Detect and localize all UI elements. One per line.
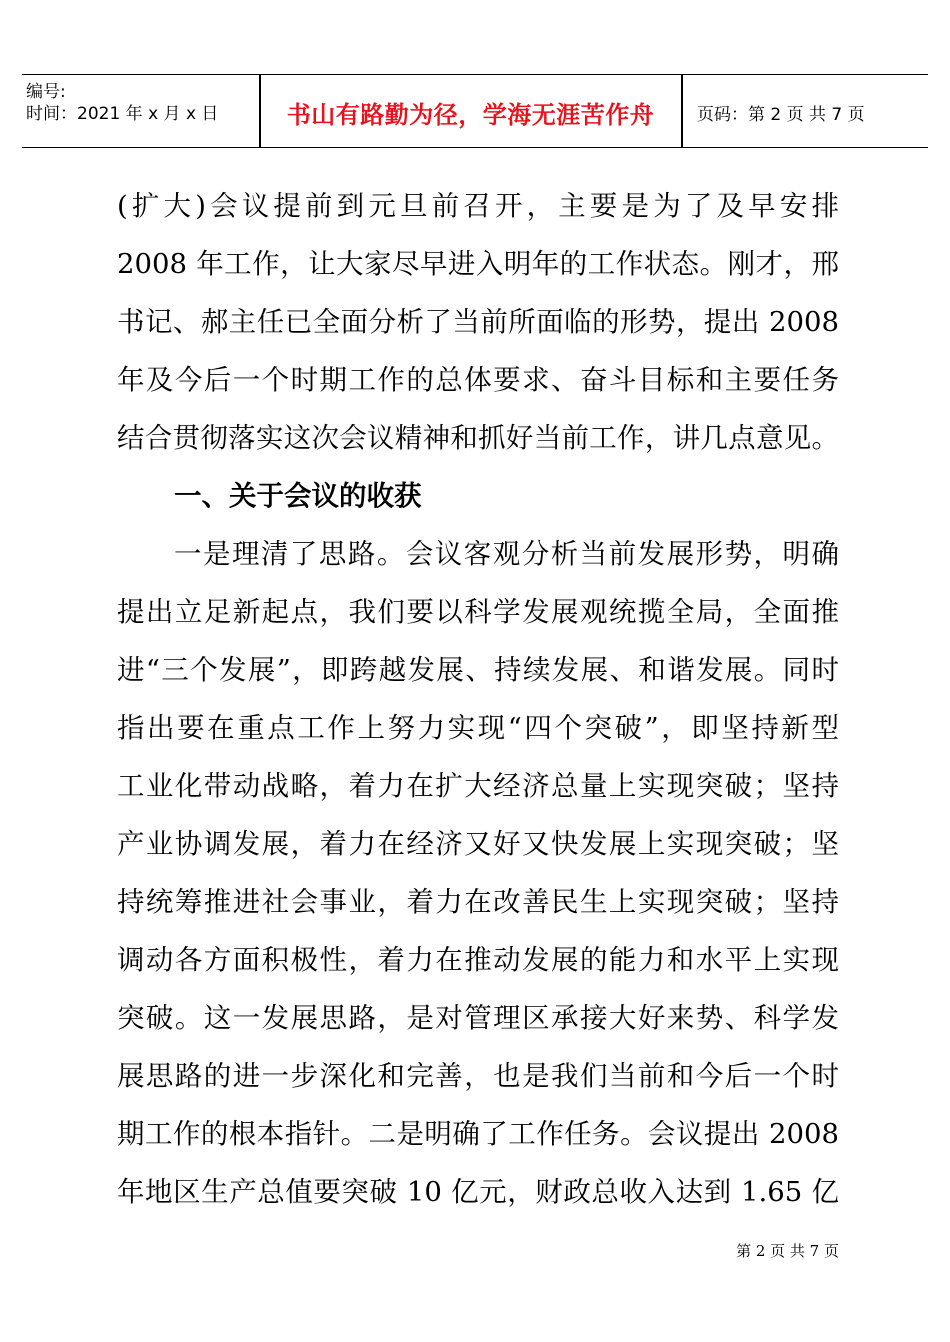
header-divider	[681, 75, 683, 147]
text-line: 突破。这一发展思路，是对管理区承接大好来势、科学发	[117, 1002, 839, 1034]
text-line: 年地区生产总值要突破 10 亿元，财政总收入达到 1.65 亿	[117, 1176, 839, 1208]
document-header	[22, 74, 928, 148]
text-line: 展思路的进一步深化和完善，也是我们当前和今后一个时	[117, 1060, 839, 1092]
header-meta	[26, 81, 218, 125]
text-line: 提出立足新起点，我们要以科学发展观统揽全局，全面推	[117, 596, 839, 628]
text-line: 持统筹推进社会事业，着力在改善民生上实现突破；坚持	[117, 886, 839, 918]
section-heading: 一、关于会议的收获	[174, 480, 422, 512]
text-line: 2008 年工作，让大家尽早进入明年的工作状态。刚才，邢	[117, 248, 839, 280]
text-line: 年及今后一个时期工作的总体要求、奋斗目标和主要任务	[117, 364, 839, 396]
text-line: 一是理清了思路。会议客观分析当前发展形势，明确	[174, 538, 839, 570]
text-line: 工业化带动战略，着力在扩大经济总量上实现突破；坚持	[117, 770, 839, 802]
header-page-code: 页码：第 2 页 共 7 页	[697, 104, 865, 125]
text-line: 进“三个发展”，即跨越发展、持续发展、和谐发展。同时	[117, 654, 839, 686]
header-motto: 书山有路勤为径，学海无涯苦作舟	[286, 100, 655, 129]
text-line: 产业协调发展，着力在经济又好又快发展上实现突破；坚	[117, 828, 839, 860]
number-label: 编号:	[26, 82, 66, 102]
page-footer: 第 2 页 共 7 页	[736, 1242, 839, 1260]
text-line: 指出要在重点工作上努力实现“四个突破”，即坚持新型	[117, 712, 839, 744]
text-line: 书记、郝主任已全面分析了当前所面临的形势，提出 2008	[117, 306, 839, 338]
text-line: 调动各方面积极性，着力在推动发展的能力和水平上实现	[117, 944, 839, 976]
text-line: 结合贯彻落实这次会议精神和抓好当前工作，讲几点意见。	[117, 422, 839, 454]
text-line: (扩大)会议提前到元旦前召开，主要是为了及早安排	[117, 190, 839, 222]
time-label: 时间：2021 年 x 月 x 日	[26, 104, 219, 124]
text-line: 期工作的根本指针。二是明确了工作任务。会议提出 2008	[117, 1118, 839, 1150]
